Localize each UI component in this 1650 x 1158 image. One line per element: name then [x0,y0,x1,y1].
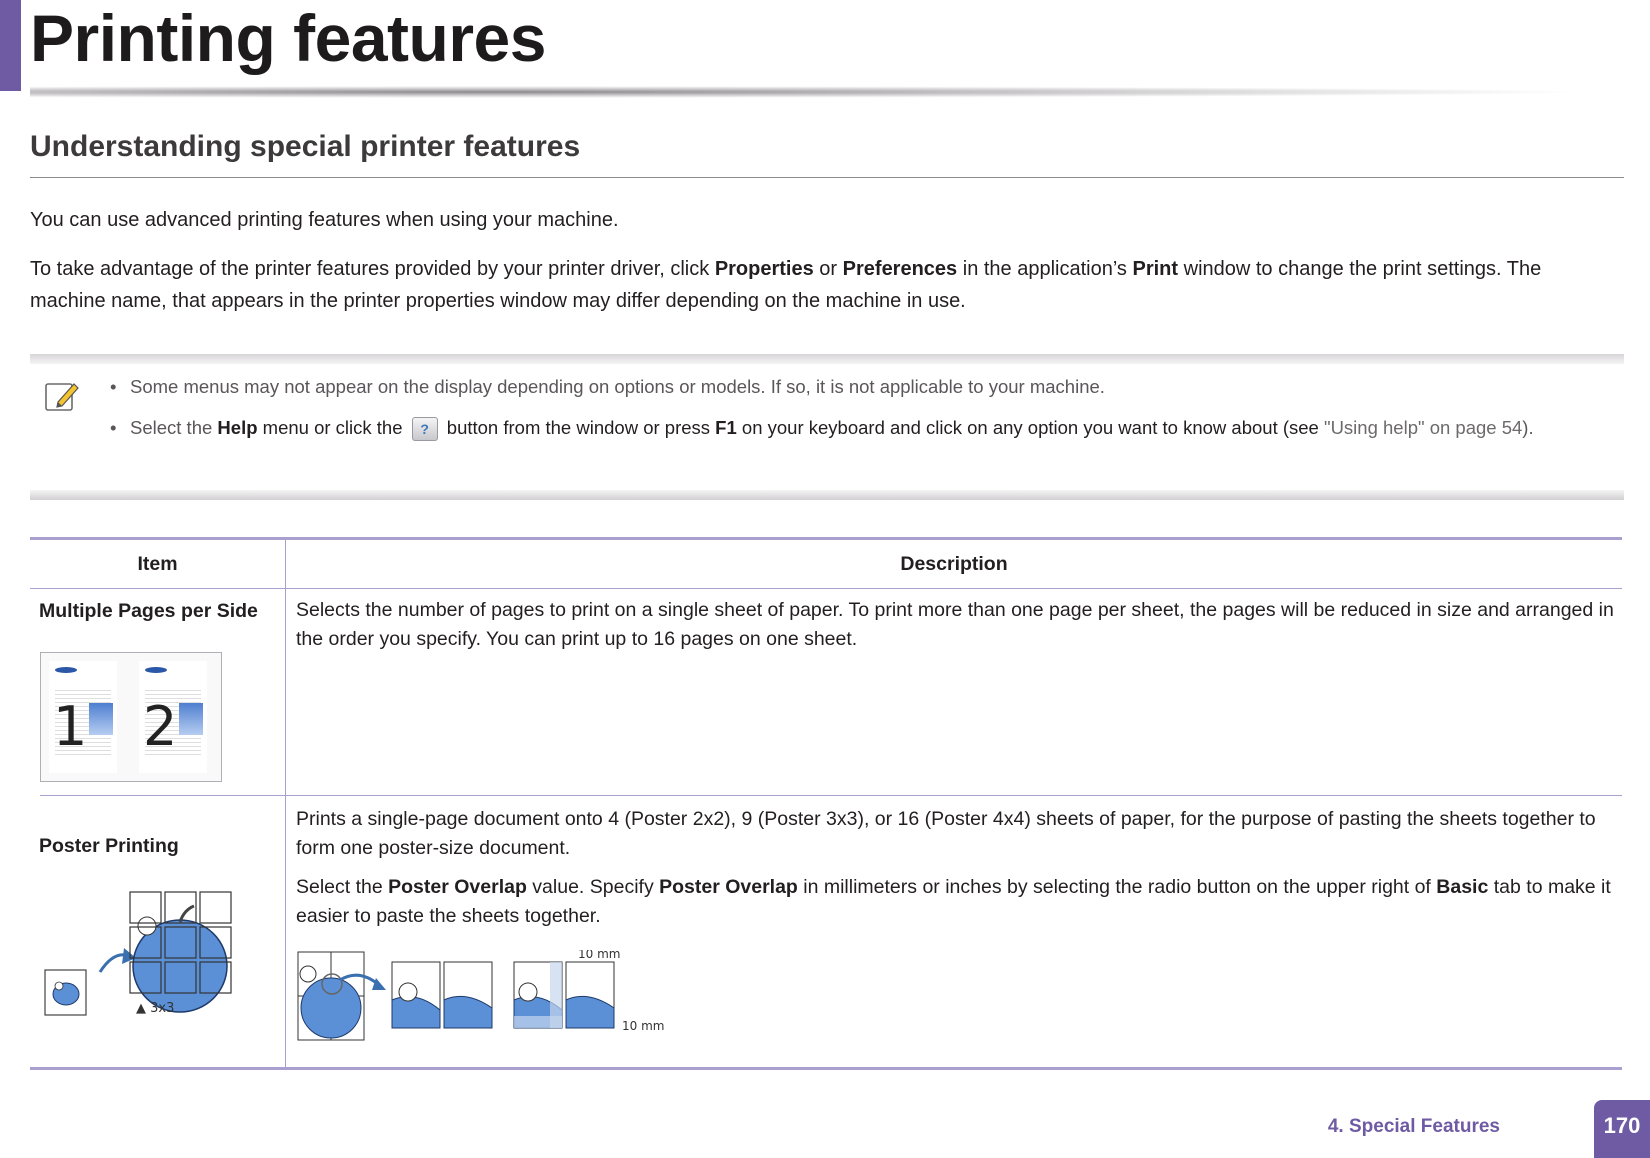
section-title: Understanding special printer features [30,130,581,163]
help-term: Help [217,417,258,438]
poster-overlap-illustration [296,950,676,1050]
header-divider [30,588,1622,589]
poster-text: in millimeters or inches by selecting the radio button on the upper right of [797,876,1437,898]
note-bottom-band [30,490,1624,500]
header-item: Item [137,553,178,575]
poster-3x3-illustration [44,888,244,1038]
note-text: menu or click the [257,417,408,438]
poster-overlap-term: Poster Overlap [388,876,527,898]
samsung-logo-icon [55,667,77,673]
preferences-term: Preferences [842,258,958,280]
poster-text: value. Specify [526,876,660,898]
poster-2x2-sheets [298,952,364,1040]
thumbnail-page-2 [139,661,207,773]
chapter-footer: 4. Special Features [1327,1116,1500,1137]
note-item [110,413,1610,442]
features-table [30,537,1622,1070]
page-image [89,703,113,735]
basic-tab-term: Basic [1436,876,1489,898]
page-number-badge: 170 [1594,1100,1650,1158]
note-text: Some menus may not appear on the display depending on options or models. If so, it is not applicable to your machine. [130,376,1105,397]
row-label-multiple-pages: Multiple Pages per Side [39,600,258,622]
poster-overlap-term: Poster Overlap [659,876,798,898]
properties-term: Properties [714,258,814,280]
apple-3x3-grid [130,892,231,1012]
overlap-measure-sheets [514,962,614,1028]
poster-text: tab to make it easier to paste the sheets together. [296,876,1611,927]
note-box [30,354,1624,502]
note-text: ). [1522,417,1534,438]
intro-paragraph-2 [30,253,1620,317]
column-divider [285,540,286,1067]
intro-paragraph-1: You can use advanced printing features when using your machine. [30,209,619,231]
intro-text: To take advantage of the printer features provided by your printer driver, click [30,258,715,280]
intro-text: or [813,258,843,280]
bullet: • [110,376,117,397]
overlap-horizontal-label: 10 mm [578,950,621,961]
using-help-link[interactable]: "Using help" on page 54 [1324,417,1523,438]
multiple-pages-thumbnail [40,652,222,782]
note-list [110,372,1610,454]
page-number-2: 2 [143,695,178,758]
thumbnail-page-1 [49,661,117,773]
poster-text: Select the [296,876,389,898]
row-divider [40,795,1622,796]
note-text: on your keyboard and click on any option you want to know about (see [736,417,1324,438]
note-text: Select the [130,417,218,438]
overlap-vertical-label: 10 mm [622,1019,665,1033]
multiple-pages-description: Selects the number of pages to print on a single sheet of paper. To print more than one page per sheet, the pages will be reduced in size and arranged in the order you specify. You can print up to 16 pages on one sheet. [296,599,1614,650]
title-underline [30,86,1590,98]
poster-description-1: Prints a single-page document onto 4 (Poster 2x2), 9 (Poster 3x3), or 16 (Poster 4x4) sheets of paper, for the purpose of pasting the sheets together to form one poster-size document. [296,808,1596,859]
note-top-band [30,354,1624,364]
note-item [110,372,1610,401]
help-button-icon: ? [412,417,438,441]
samsung-logo-icon [145,667,167,673]
bullet: • [110,417,117,438]
grid-caption: ▲ 3x3 [136,1001,175,1016]
print-term: Print [1132,258,1179,280]
f1-key-term: F1 [715,417,737,438]
intro-text: in the application’s [957,258,1133,280]
page-title: Printing features [30,1,546,75]
intro-text: window to change the print settings. The machine name, that appears in the printer properties window may differ depending on the machine in use. [30,258,1542,312]
header-description: Description [900,553,1008,575]
row-label-poster-printing: Poster Printing [39,835,179,857]
small-apple-page [45,970,86,1015]
overlap-sheet-pair [392,962,492,1028]
note-text: button from the window or press [441,417,716,438]
poster-description-2 [296,873,1616,931]
pencil-note-icon [44,378,80,414]
page-number-1: 1 [53,695,88,758]
page-image [179,703,203,735]
section-divider [30,177,1624,178]
title-accent-bar [0,0,21,91]
